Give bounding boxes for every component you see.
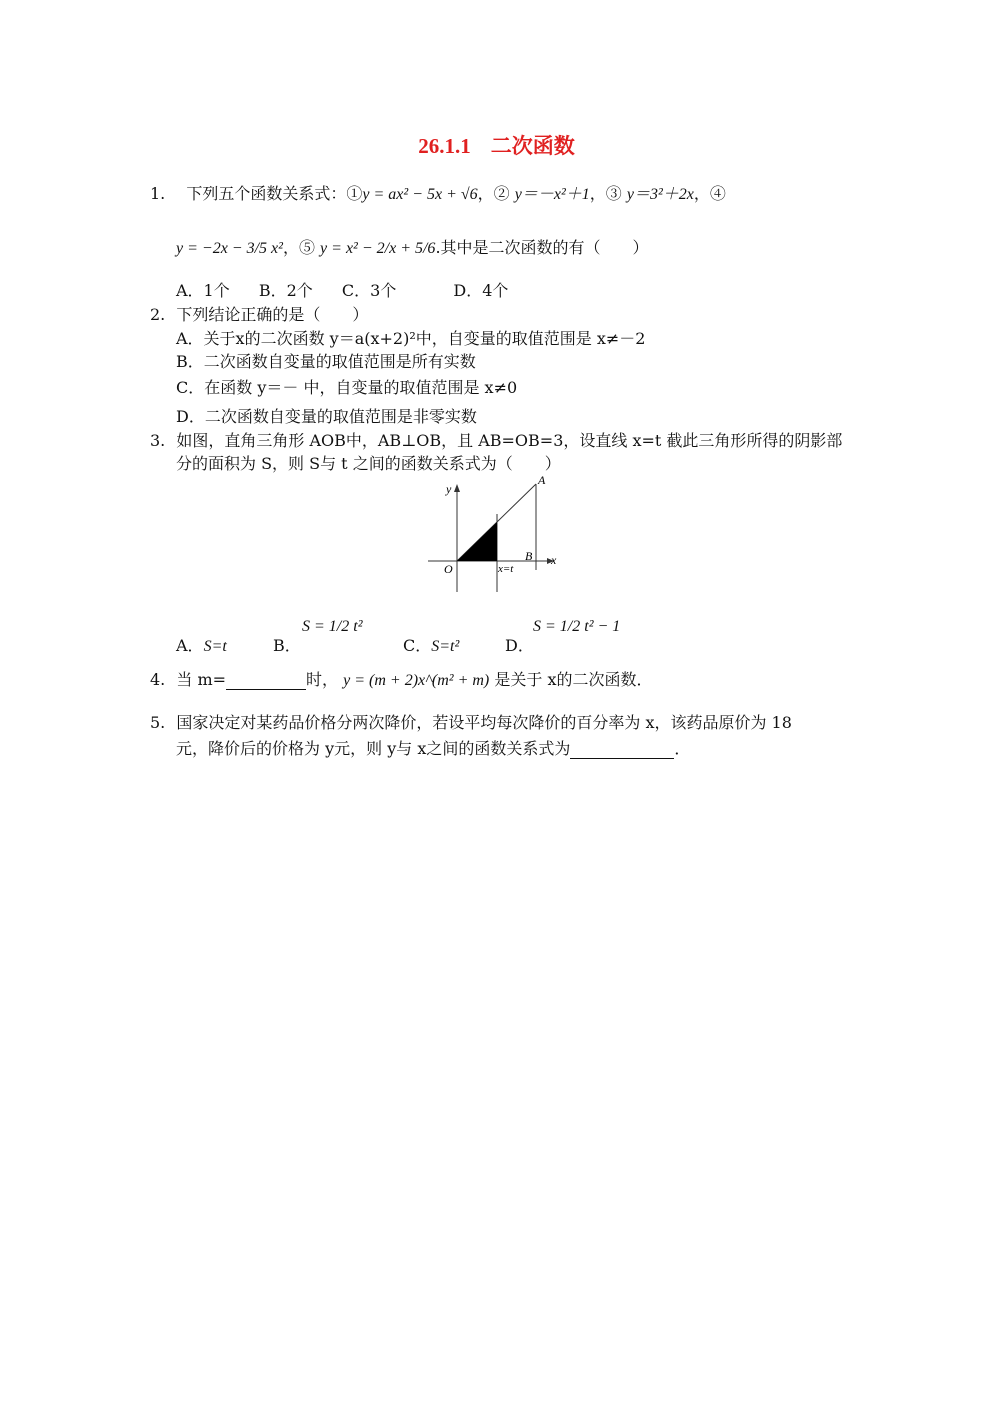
q2-stem-line [150,305,368,324]
q1-sep-2: ，③ [589,184,622,203]
q3-option-b-expr: S = 1/2 t² [302,618,363,635]
title-number: 26.1.1 [418,134,471,158]
label-a: A [538,474,546,487]
q4-post: 是关于 x的二次函数． [494,670,653,689]
q3-line2: 分的面积为 S，则 S与 t 之间的函数关系式为（ ） [176,454,561,473]
q1-formula-4: y = −2x − 3/5 x² [176,240,283,257]
q2-option-d: D．二次函数自变量的取值范围是非零实数 [176,407,477,426]
label-y: y [446,482,452,496]
q3-option-a-expr: S=t [203,638,227,655]
q4-number: 4. [150,670,166,689]
q2-number: 2. [150,305,166,324]
q5-answer-blank[interactable] [570,739,674,759]
q3-option-c-expr: S=t² [431,638,460,655]
page-title [0,134,993,159]
q1-options [176,281,508,300]
q4-mid: 时， [306,670,339,689]
q5-text-2: 元，降价后的价格为 y元，则 y与 x之间的函数关系式为 [176,739,571,758]
q3-option-b-letter: B． [273,636,301,655]
q4-expr: y = (m + 2)x^(m² + m) [343,672,490,689]
q4-answer-blank[interactable] [226,670,306,690]
q1-option-b: B．2个 [258,281,313,300]
q2-stem: 下列结论正确的是（ ） [176,305,369,324]
y-axis-arrow [454,484,460,492]
label-x-t: x=t [498,563,514,575]
label-o: O [444,562,453,576]
q1-option-a: A．1个 [176,281,230,300]
q2-option-b: B．二次函数自变量的取值范围是所有实数 [176,352,476,371]
q5-end: ． [674,739,691,758]
q2-option-a: A．关于x的二次函数 y＝a(x+2)²中，自变量的取值范围是 x≠－2 [176,329,646,348]
q1-line1 [150,184,726,204]
q3-figure [428,474,568,594]
q1-formula-3: y＝3²＋2x [626,186,694,203]
q1-option-d: D．4个 [453,281,509,300]
q1-formula-2: y＝－x²＋1 [514,186,590,203]
q3-option-d-expr: S = 1/2 t² − 1 [533,618,621,635]
q5-line1 [150,713,792,732]
q1-sep-1: ，② [477,184,510,203]
q4-line [150,670,652,690]
q3-line1 [150,431,842,450]
q1-option-c: C．3个 [341,281,397,300]
q1-stem-end: .其中是二次函数的有（ ） [435,238,649,257]
title-text: 二次函数 [490,134,575,158]
q3-text-1: 如图，直角三角形 AOB中，AB⊥OB，且 AB=OB=3，设直线 x=t 截此三角形所得的阴影部 [176,431,843,450]
q1-formula-1: y = ax² − 5x + √6 [362,186,478,203]
q3-option-c [403,636,459,656]
q5-text-1: 国家决定对某药品价格分两次降价，若设平均每次降价的百分率为 x，该药品原价为 18 [176,713,792,732]
q3-option-c-letter: C． [403,636,432,655]
q1-line2 [176,238,649,258]
q2-option-c: C．在函数 y＝－ 中，自变量的取值范围是 x≠0 [176,378,518,397]
q1-number: 1. [150,184,166,203]
label-b: B [525,549,533,563]
label-x: x [551,553,557,567]
q1-formula-5: y = x² − 2/x + 5/6 [320,240,436,257]
q5-line2 [176,739,690,759]
q4-pre: 当 m= [176,670,227,689]
q3-option-a [176,636,227,656]
q3-number: 3. [150,431,166,450]
q1-sep-4: ，⑤ [282,238,315,257]
q3-option-d-letter: D． [505,636,534,655]
q1-sep-3: ，④ [693,184,726,203]
q1-stem-start: 下列五个函数关系式：① [186,184,363,203]
q3-option-a-letter: A． [176,636,204,655]
q5-number: 5. [150,713,166,732]
